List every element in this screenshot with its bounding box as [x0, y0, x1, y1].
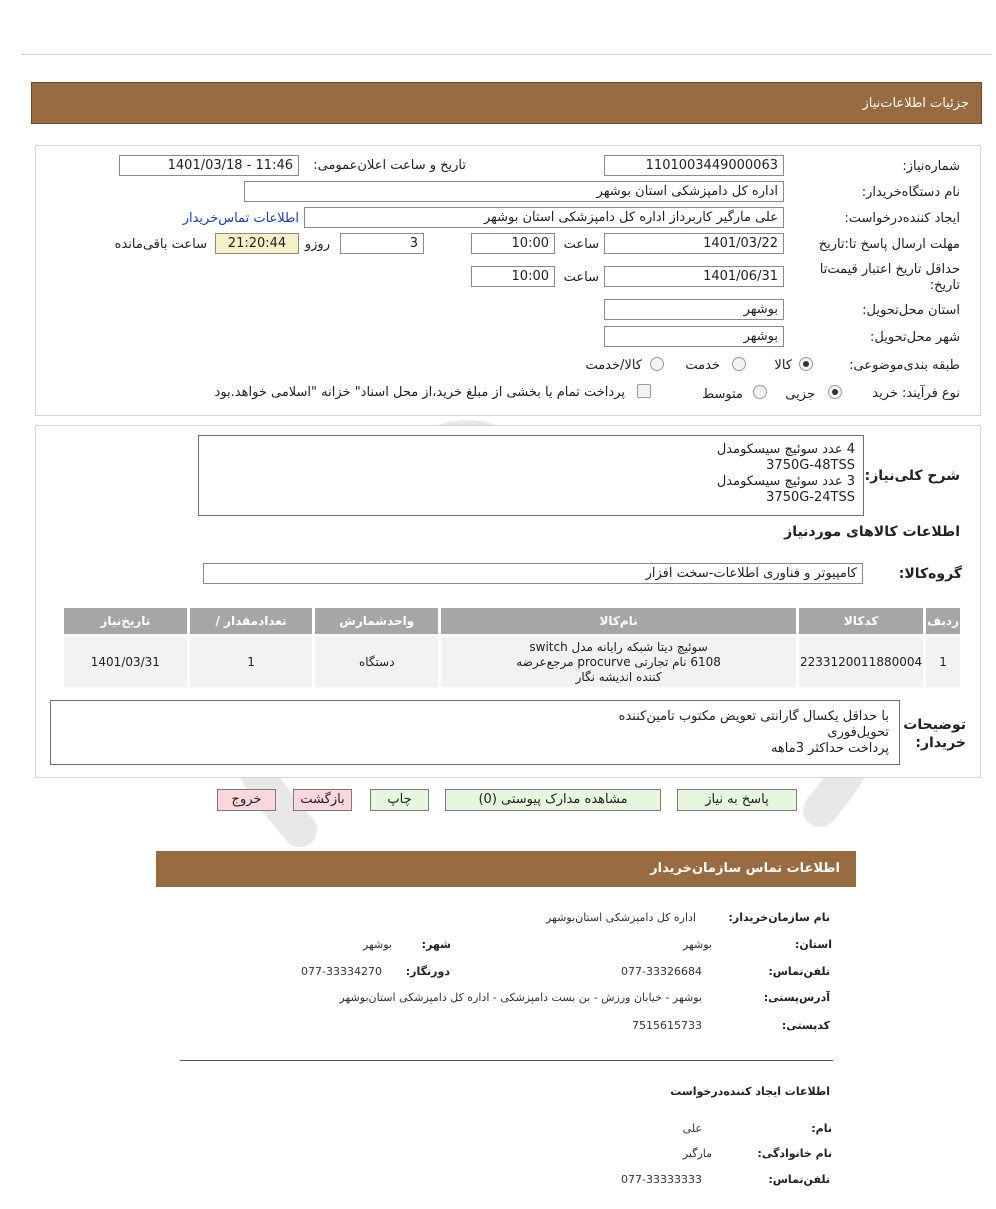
process-medium-label: متوسط	[702, 387, 743, 402]
page-title: جزئیات اطلاعات‌نیاز	[862, 96, 969, 111]
process-label: نوع فرآیند: خرید	[872, 386, 960, 401]
cell-row: 1	[925, 636, 962, 689]
validity-time-field: 10:00	[471, 266, 555, 287]
description-box	[198, 435, 864, 516]
exit-button[interactable]: خروج	[217, 789, 276, 811]
reply-button[interactable]: پاسخ به نیاز	[677, 789, 797, 811]
remaining-time-field: 21:20:44	[215, 233, 299, 254]
contact-fax-label: دورنگار:	[405, 965, 450, 978]
creator-field: علی مارگیر کاربرداز اداره کل دامپزشکی استان بوشهر	[304, 207, 784, 228]
top-divider	[22, 54, 992, 55]
creator-family-value: مارگیر	[682, 1147, 712, 1160]
category-goods-service-radio[interactable]	[650, 357, 664, 371]
need-number-field: 1101003449000063	[604, 155, 784, 176]
category-goods-radio[interactable]	[799, 357, 813, 371]
cell-unit: دستگاه	[314, 636, 440, 689]
goods-section-title: اطلاعات کالاهای موردنیاز	[784, 524, 960, 540]
contact-header	[156, 851, 856, 887]
buyer-notes-label: توضیحات خریدار:	[903, 717, 966, 751]
contact-org-value: اداره کل دامپزشکی استان‌بوشهر	[546, 911, 696, 924]
contact-address-value: بوشهر - خیابان ورزش - بن بست دامپزشکی - اداره کل دامپزشکی استان‌بوشهر	[339, 991, 702, 1004]
goods-table-header	[63, 607, 962, 636]
process-minor-label: جزیی	[785, 387, 815, 402]
creator-name-value: علی	[682, 1122, 702, 1135]
col-unit: واحدشمارش	[314, 607, 440, 636]
contact-phone-label: تلفن‌تماس:	[768, 965, 830, 978]
back-button[interactable]: بازگشت	[293, 789, 352, 811]
contact-city-label: شهر:	[421, 938, 451, 951]
attachments-button[interactable]: مشاهده مدارک پیوستی (0)	[445, 789, 661, 811]
validity-time-label: ساعت	[563, 270, 599, 285]
creator-phone-label: تلفن‌تماس:	[768, 1173, 830, 1186]
goods-table	[61, 605, 963, 690]
creator-phone-value: 077-33333333	[621, 1173, 702, 1186]
contact-org-label: نام سازمان‌خریدار:	[728, 911, 830, 924]
creator-name-label: نام:	[811, 1122, 832, 1135]
contact-postal-label: کدپستی:	[781, 1019, 830, 1032]
contact-city-value: بوشهر	[362, 938, 392, 951]
remaining-label: ساعت باقی‌مانده	[114, 237, 207, 252]
cell-name	[440, 636, 798, 689]
category-service-label: خدمت	[685, 358, 720, 373]
treasury-payment-checkbox[interactable]	[637, 384, 651, 398]
buyer-contact-link[interactable]: اطلاعات تماس‌خریدار	[182, 211, 299, 226]
city-label: شهر محل‌تحویل:	[870, 330, 960, 345]
description-line: 3 عدد سوئیچ سیسکومدل	[716, 474, 855, 489]
deadline-time-label: ساعت	[563, 237, 599, 252]
days-field: 3	[340, 233, 424, 254]
buyer-org-field: اداره کل دامپزشکی استان بوشهر	[244, 181, 784, 202]
need-number-label: شماره‌نیاز:	[902, 159, 960, 174]
validity-date-field: 1401/06/31	[604, 266, 784, 287]
announce-field: 1401/03/18 - 11:46	[119, 155, 299, 176]
table-row	[63, 636, 962, 689]
print-button[interactable]: چاپ	[370, 789, 429, 811]
description-line: 3750G-24TSS	[766, 490, 855, 505]
contact-fax-value: 077-33334270	[301, 965, 382, 978]
cell-code: 2233120011880004	[797, 636, 924, 689]
contact-postal-value: 7515615733	[632, 1019, 702, 1032]
contact-province-label: استان:	[795, 938, 832, 951]
col-date: تاریخ‌نیاز	[63, 607, 189, 636]
col-name: نام‌کالا	[440, 607, 798, 636]
contact-phone-value: 077-33326684	[621, 965, 702, 978]
process-medium-radio[interactable]	[753, 385, 767, 399]
validity-label: حداقل تاریخ اعتبار قیمت‌تا تاریخ:	[819, 262, 960, 293]
days-label: روزو	[304, 237, 330, 252]
deadline-label: مهلت ارسال پاسخ تا:تاریخ	[818, 237, 960, 252]
creator-label: ایجاد کننده‌درخواست:	[844, 211, 960, 226]
deadline-time-field: 10:00	[471, 233, 555, 254]
description-line: 4 عدد سوئیچ سیسکومدل	[716, 442, 855, 457]
col-row: ردیف	[925, 607, 962, 636]
creator-family-label: نام خانوادگی:	[757, 1147, 832, 1160]
description-label: شرح کلی‌نیاز:	[864, 468, 960, 484]
goods-group-label: گروه‌کالا:	[898, 566, 962, 582]
category-goods-label: کالا	[774, 358, 792, 373]
treasury-payment-label: پرداخت تمام یا بخشی از مبلغ خرید،از محل اسناد" خزانه "اسلامی خواهد.بود	[214, 385, 625, 400]
category-label: طبقه بندی‌موضوعی:	[849, 358, 960, 373]
creator-section-title: اطلاعات ایجاد کننده‌درخواست	[670, 1085, 830, 1098]
buyer-notes-line: پرداخت حداکثر 3ماهه	[770, 741, 889, 756]
province-field: بوشهر	[604, 299, 784, 320]
page-header	[31, 82, 982, 124]
buyer-notes-line: تحویل‌فوری	[827, 725, 889, 740]
cell-name-line: کننده اندیشه نگار	[575, 669, 662, 684]
buyer-notes-line: با حداقل یکسال گارانتی تعویض مکتوب تامین‌کننده	[618, 709, 889, 724]
cell-date: 1401/03/31	[63, 636, 189, 689]
col-code: کدکالا	[797, 607, 924, 636]
category-service-radio[interactable]	[732, 357, 746, 371]
contact-separator	[180, 1060, 833, 1061]
contact-title: اطلاعات تماس سازمان‌خریدار	[650, 861, 840, 876]
process-minor-radio[interactable]	[828, 385, 842, 399]
cell-name-line: سوئیچ دیتا شبکه رایانه مدل switch	[529, 639, 708, 654]
category-goods-service-label: کالا/خدمت	[585, 358, 642, 373]
col-qty: تعدادمقدار /	[188, 607, 314, 636]
announce-label: تاریخ و ساعت اعلان‌عمومی:	[313, 158, 466, 173]
city-field: بوشهر	[604, 326, 784, 347]
description-line: 3750G-48TSS	[766, 458, 855, 473]
buyer-notes-box	[50, 700, 900, 765]
deadline-date-field: 1401/03/22	[604, 233, 784, 254]
buyer-org-label: نام دستگاه‌خریدار:	[861, 185, 960, 200]
goods-group-field: کامپیوتر و فناوری اطلاعات-سخت افزار	[203, 563, 863, 584]
cell-qty: 1	[188, 636, 314, 689]
contact-province-value: بوشهر	[682, 938, 712, 951]
province-label: استان محل‌تحویل:	[862, 303, 960, 318]
cell-name-line: 6108 نام تجارتی procurve مرجع‌عرضه	[516, 654, 721, 669]
contact-address-label: آدرس‌پستی:	[763, 991, 830, 1004]
